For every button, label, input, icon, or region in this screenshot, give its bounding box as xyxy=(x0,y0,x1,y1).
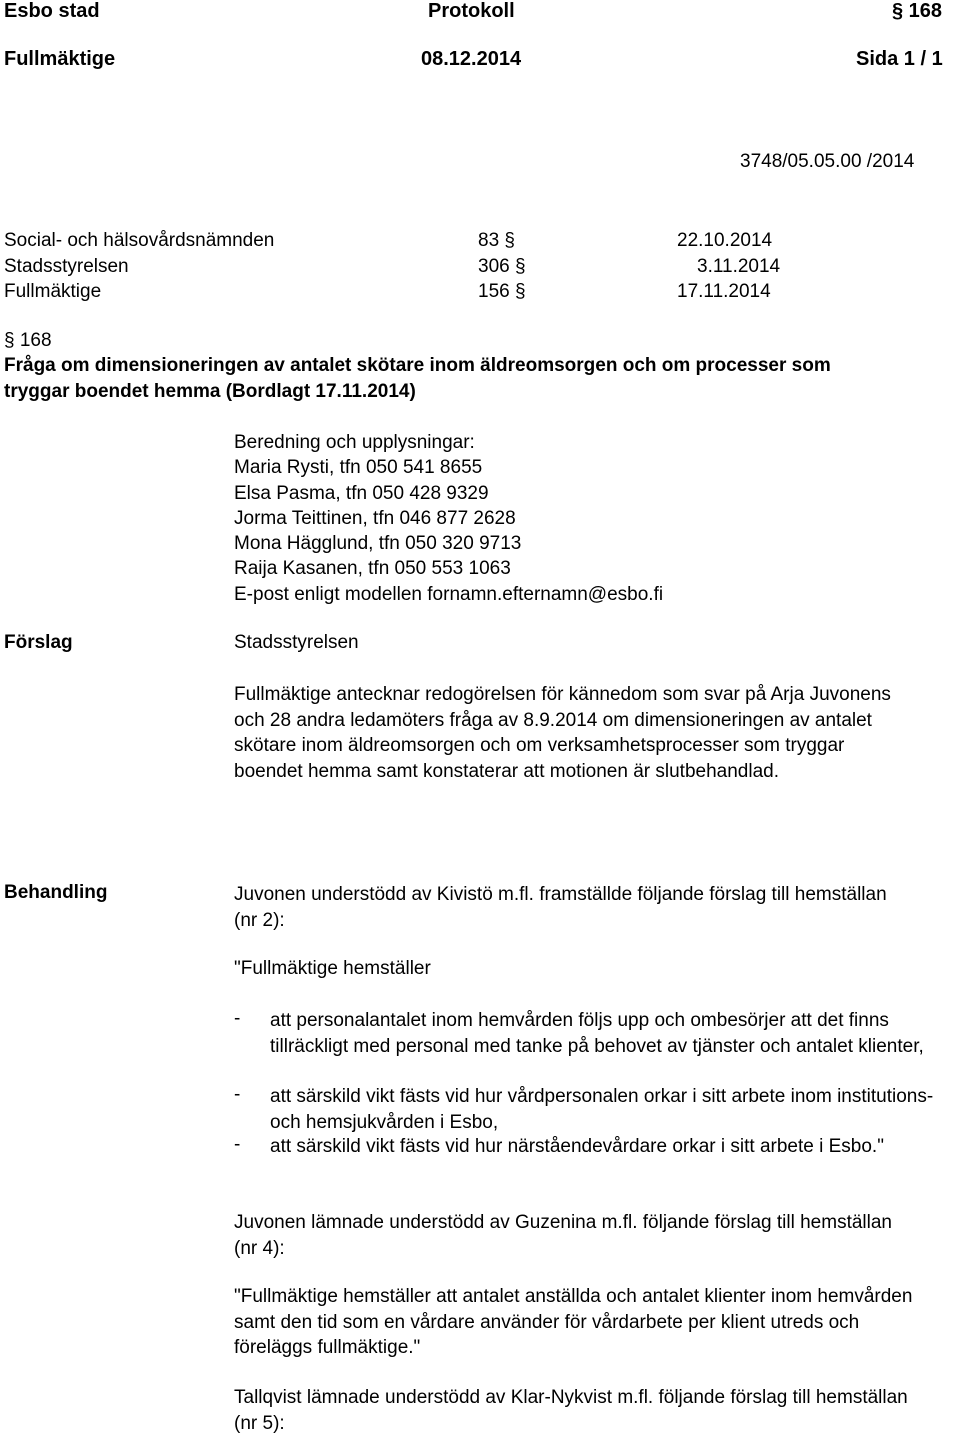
history-organ: Stadsstyrelsen xyxy=(4,256,129,277)
header-org: Esbo stad xyxy=(4,0,100,22)
bullet-dash: - xyxy=(234,1134,241,1155)
contact-heading: Beredning och upplysningar: xyxy=(234,432,475,453)
behandling-paragraph-1: Juvonen understödd av Kivistö m.fl. framställde följande förslag till hemställan (nr 2): xyxy=(234,884,887,931)
header-body: Fullmäktige xyxy=(4,48,116,70)
bullet-text: att personalantalet inom hemvården följs upp och ombesörjer att det finns tillräckligt med personal med tanke på behovet av tjänster och antalet klienter, xyxy=(270,1010,924,1057)
header-doc-type: Protokoll xyxy=(428,0,515,22)
header-date: 08.12.2014 xyxy=(421,48,522,70)
history-organ: Fullmäktige xyxy=(4,281,102,302)
contact-line: Maria Rysti, tfn 050 541 8655 xyxy=(234,457,483,478)
contact-line: Raija Kasanen, tfn 050 553 1063 xyxy=(234,558,511,579)
contact-line: Elsa Pasma, tfn 050 428 9329 xyxy=(234,483,489,504)
contact-line: Mona Hägglund, tfn 050 320 9713 xyxy=(234,533,522,554)
bullet-dash: - xyxy=(234,1084,241,1105)
bullet-dash: - xyxy=(234,1008,241,1029)
bullet-item xyxy=(234,1008,934,1084)
history-date: 17.11.2014 xyxy=(677,281,771,302)
bullet-item xyxy=(234,1134,934,1185)
contact-line: Jorma Teittinen, tfn 046 877 2628 xyxy=(234,508,516,529)
forslag-text: Fullmäktige antecknar redogörelsen för kännedom som svar på Arja Juvonens och 28 andra ledamöters fråga av 8.9.2014 om dimensioneringen av antalet skötare inom äldreomsorgen och om verksamhetsprocesser som tryggar boendet hemma samt konstaterar att motionen är slutbehandlad. xyxy=(234,684,891,782)
item-title-line-2: tryggar boendet hemma (Bordlagt 17.11.2014) xyxy=(4,381,416,402)
behandling-paragraph-2: Juvonen lämnade understödd av Guzenina m.fl. följande förslag till hemställan (nr 4): xyxy=(234,1212,892,1259)
header-section-no: § 168 xyxy=(892,0,943,22)
history-section: 83 § xyxy=(478,230,515,251)
history-section: 306 § xyxy=(478,256,526,277)
header-page-info: Sida 1 / 1 xyxy=(856,48,943,70)
history-date: 3.11.2014 xyxy=(697,256,781,277)
history-date: 22.10.2014 xyxy=(677,230,773,251)
behandling-paragraph-4: Tallqvist lämnade understödd av Klar-Nykvist m.fl. följande förslag till hemställan (nr 5): xyxy=(234,1387,908,1434)
history-section: 156 § xyxy=(478,281,526,302)
forslag-label: Förslag xyxy=(4,632,73,653)
bullet-text: att särskild vikt fästs vid hur närståendevårdare orkar i sitt arbete i Esbo." xyxy=(270,1136,884,1157)
behandling-paragraph-3: "Fullmäktige hemställer att antalet anställda och antalet klienter inom hemvården samt den tid som en vårdare använder för vårdarbete per klient utreds och föreläggs fullmäktige." xyxy=(234,1286,913,1358)
history-organ: Social- och hälsovårdsnämnden xyxy=(4,230,275,251)
item-section: § 168 xyxy=(4,330,52,351)
quote-intro: "Fullmäktige hemställer xyxy=(234,958,431,979)
forslag-proposer: Stadsstyrelsen xyxy=(234,632,359,653)
bullet-text: att särskild vikt fästs vid hur vårdpersonalen orkar i sitt arbete inom institutions- och hemsjukvården i Esbo, xyxy=(270,1086,934,1133)
bullet-item xyxy=(234,1084,934,1135)
contact-email-line: E-post enligt modellen fornamn.efternamn@esbo.fi xyxy=(234,584,664,605)
behandling-label: Behandling xyxy=(4,882,108,903)
diary-number: 3748/05.05.00 /2014 xyxy=(740,151,915,172)
item-title-line-1: Fråga om dimensioneringen av antalet skötare inom äldreomsorgen och om processer som xyxy=(4,355,831,376)
